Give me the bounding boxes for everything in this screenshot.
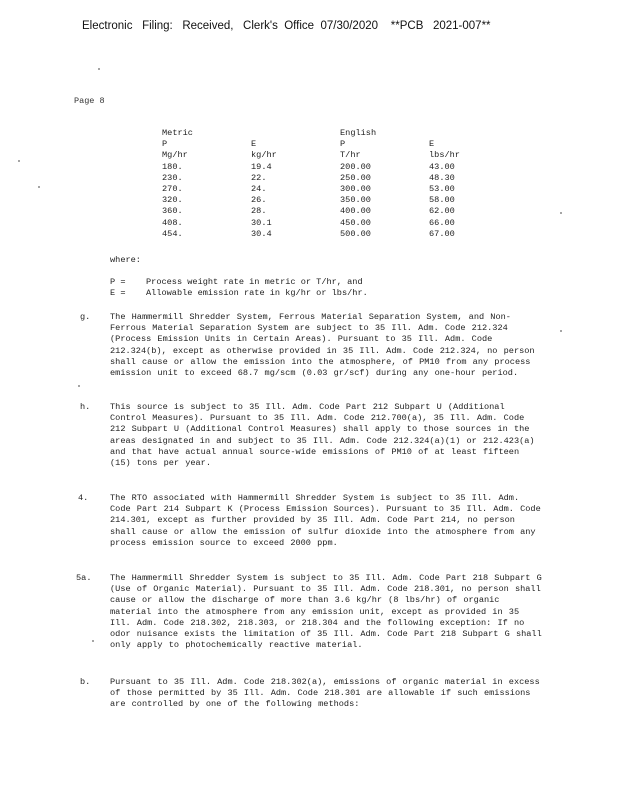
table-cell: 270. <box>162 183 183 194</box>
header-unit: Mg/hr <box>162 150 188 161</box>
table-cell: 22. <box>251 172 267 183</box>
table-cell: 53.00 <box>429 183 455 194</box>
where-label: where: <box>110 255 141 265</box>
table-cell: 408. <box>162 217 183 228</box>
condition-paragraph-g: The Hammermill Shredder System, Ferrous Material Separation System, and Non-Ferrous Material Separation System are subject to 35 Ill. Adm. Code 212.324 (Process Emission Units in Certain Areas). Pursuant to 35 Ill. Adm. Code 212.324(b), except as otherwise provided in 35 Ill. Adm. Code 212.324, no person shall cause or allow the emission into the atmosphere, of PM10 from any process emission unit to exceed 68.7 mg/scm (0.03 gr/scf) during any one-hour period. <box>110 312 535 379</box>
table-cell: 62.00 <box>429 206 455 217</box>
definition-symbol: P = <box>110 277 126 287</box>
table-cell: 320. <box>162 195 183 206</box>
filing-stamp: Electronic Filing: Received, Clerk's Office 07/30/2020 **PCB 2021-007** <box>82 20 491 32</box>
definition-text: Process weight rate in metric or T/hr, and <box>146 277 363 287</box>
condition-paragraph-5a: The Hammermill Shredder System is subject to 35 Ill. Adm. Code Part 218 Subpart G (Use of Organic Material). Pursuant to 35 Ill. Adm. Code 218.301, no person shall cause or allow the discharge of more than 3.6 kg/hr (8 lbs/hr) of organic material into the atmosphere from any emission unit, except as provided in 35 Ill. Adm. Code 218.302, 218.303, or 218.304 and the following exception: If no odor nuisance exists the limitation of 35 Ill. Adm. Code Part 218 Subpart G shall only apply to photochemically reactive material. <box>110 573 542 651</box>
header-symbol: E <box>429 139 435 150</box>
table-cell: 200.00 <box>340 161 371 172</box>
scan-speck <box>560 212 562 214</box>
header-symbol: E <box>251 139 257 150</box>
header-symbol: P <box>162 139 168 150</box>
condition-paragraph-4: The RTO associated with Hammermill Shredder System is subject to 35 Ill. Adm. Code Part 214 Subpart K (Process Emission Sources). Pursuant to 35 Ill. Adm. Code 214.301, except as further provided by 35 Ill. Adm. Code Part 214, no person shall cause or allow the emission of sulfur dioxide into the atmosphere from any process emission source to exceed 2000 ppm. <box>110 493 541 548</box>
header-unit: lbs/hr <box>429 150 460 161</box>
table-cell: 300.00 <box>340 183 371 194</box>
table-cell: 30.4 <box>251 228 272 239</box>
definition-item <box>110 288 368 299</box>
condition-paragraph-h: This source is subject to 35 Ill. Adm. Code Part 212 Subpart U (Additional Control Measures). Pursuant to 35 Ill. Adm. Code 212.700(a), 35 Ill. Adm. Code 212 Subpart U (Additional Control Measures) shall apply to those sources in the areas designated in and subject to 35 Ill. Adm. Code 212.324(a)(1) or 212.423(a) and that have actual annual source-wide emissions of PM10 of at least fifteen (15) tons per year. <box>110 402 535 469</box>
table-cell: 43.00 <box>429 161 455 172</box>
page-number: Page 8 <box>74 96 105 106</box>
paragraph-marker: b. <box>80 677 91 687</box>
table-cell: 28. <box>251 206 267 217</box>
table-cell: 30.1 <box>251 217 272 228</box>
paragraph-marker: g. <box>80 312 91 322</box>
table-cell: 350.00 <box>340 195 371 206</box>
scan-speck <box>560 330 562 332</box>
header-unit: kg/hr <box>251 150 277 161</box>
table-cell: 454. <box>162 228 183 239</box>
scan-speck <box>38 186 40 188</box>
header-symbol: P <box>340 139 346 150</box>
definition-symbol: E = <box>110 288 126 298</box>
variable-definitions <box>110 277 368 299</box>
paragraph-marker: 4. <box>78 493 89 503</box>
table-cell: 230. <box>162 172 183 183</box>
header-unit: T/hr <box>340 150 361 161</box>
table-cell: 24. <box>251 183 267 194</box>
table-cell: 19.4 <box>251 161 272 172</box>
scan-speck <box>78 385 80 387</box>
table-cell: 360. <box>162 206 183 217</box>
table-cell: 48.30 <box>429 172 455 183</box>
table-cell: 450.00 <box>340 217 371 228</box>
scan-speck <box>92 640 94 642</box>
definition-item <box>110 277 368 288</box>
english-group-header: English <box>340 128 377 138</box>
table-cell: 180. <box>162 161 183 172</box>
metric-group-header: Metric <box>162 128 193 138</box>
paragraph-marker: 5a. <box>76 573 92 583</box>
table-cell: 66.00 <box>429 217 455 228</box>
table-cell: 250.00 <box>340 172 371 183</box>
table-cell: 500.00 <box>340 228 371 239</box>
definition-text: Allowable emission rate in kg/hr or lbs/hr. <box>146 288 368 298</box>
table-cell: 67.00 <box>429 228 455 239</box>
table-cell: 58.00 <box>429 195 455 206</box>
paragraph-marker: h. <box>80 402 91 412</box>
scan-speck <box>98 68 100 70</box>
condition-paragraph-5b: Pursuant to 35 Ill. Adm. Code 218.302(a), emissions of organic material in excess of those permitted by 35 Ill. Adm. Code 218.301 are allowable if such emissions are controlled by one of the following methods: <box>110 677 540 710</box>
table-cell: 400.00 <box>340 206 371 217</box>
scan-speck <box>18 160 20 162</box>
table-cell: 26. <box>251 195 267 206</box>
